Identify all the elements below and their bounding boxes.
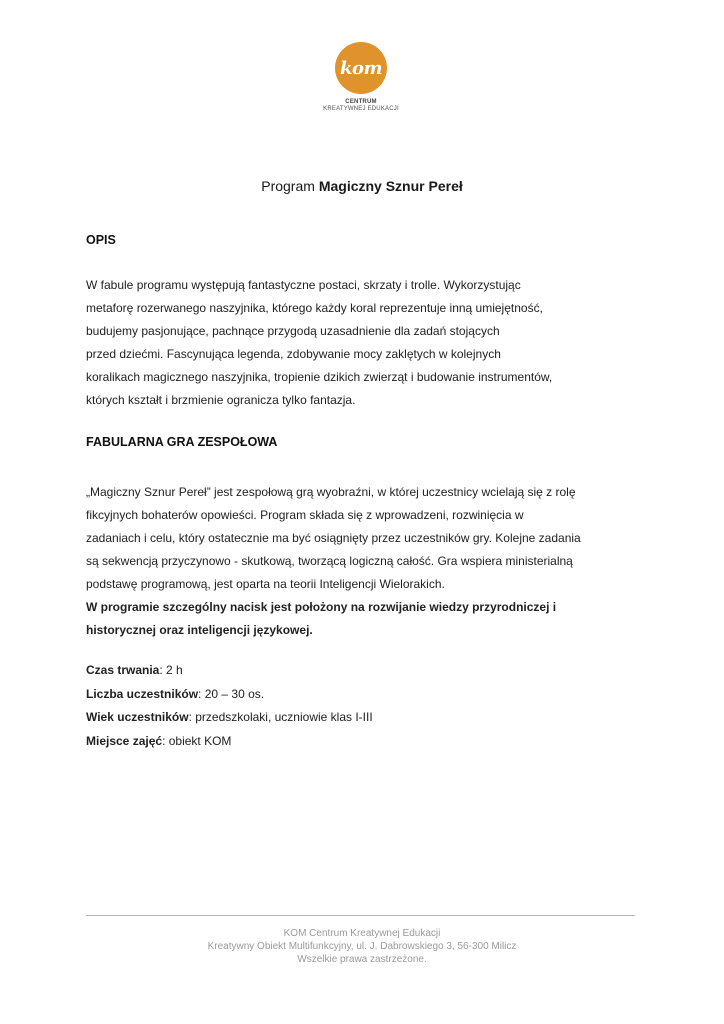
fact-liczba-uczestnikow: [86, 683, 373, 707]
section-heading-fabularna-gra: FABULARNA GRA ZESPOŁOWA: [86, 435, 278, 449]
fact-value: : 2 h: [159, 663, 183, 677]
opis-line: metaforę rozerwanego naszyjnika, którego każdy koral reprezentuje inną umiejętność,: [86, 301, 543, 315]
logo-line-kreatywnej-edukacji: KREATYWNEJ EDUKACJI: [323, 106, 399, 112]
fact-label: Wiek uczestników: [86, 710, 189, 724]
fact-czas-trwania: [86, 659, 373, 683]
page-footer: [0, 927, 724, 966]
gra-emphasis-line: W programie szczególny nacisk jest położony na rozwijanie wiedzy przyrodniczej i: [86, 600, 557, 614]
footer-copyright: Wszelkie prawa zastrzeżone.: [297, 954, 427, 965]
opis-line: budujemy pasjonujące, pachnące przygodą uzasadnienie dla zadań stojących: [86, 324, 500, 338]
logo-line-centrum: CENTRUM: [345, 99, 377, 105]
title-program-name: Magiczny Sznur Pereł: [318, 178, 463, 194]
document-title: [0, 178, 724, 194]
gra-line: są sekwencją przyczynowo - skutkową, tworzącą logiczną całość. Gra wspiera ministerialną: [86, 554, 573, 568]
fact-miejsce-zajec: [86, 730, 373, 754]
logo-mark: kom: [339, 57, 383, 79]
kom-logo: [318, 42, 404, 134]
gra-line: podstawę programową, jest oparta na teorii Inteligencji Wielorakich.: [86, 577, 445, 591]
fact-label: Czas trwania: [86, 663, 160, 677]
program-facts: [86, 659, 373, 753]
opis-paragraph: [86, 274, 642, 412]
opis-line: W fabule programu występują fantastyczne postaci, skrzaty i trolle. Wykorzystując: [86, 278, 521, 292]
fact-value: : 20 – 30 os.: [198, 686, 265, 701]
gra-emphasis-line: historycznej oraz inteligencji językowej.: [86, 623, 313, 637]
footer-organization: KOM Centrum Kreatywnej Edukacji: [283, 928, 441, 939]
gra-line: fikcyjnych bohaterów opowieści. Program składa się z wprowadzeni, rozwinięcia w: [86, 508, 524, 522]
gra-line: zadaniach i celu, który ostatecznie ma być osiągnięty przez uczestników gry. Kolejne zadania: [86, 531, 581, 545]
fact-label: Miejsce zajęć: [86, 733, 163, 748]
opis-line: koralikach magicznego naszyjnika, tropienie dzikich zwierząt i budowanie instrumentów,: [86, 370, 553, 384]
opis-line: przed dziećmi. Fascynująca legenda, zdobywanie mocy zaklętych w kolejnych: [86, 347, 501, 361]
gra-line: „Magiczny Sznur Pereł” jest zespołową grą wyobraźni, w której uczestnicy wcielają się z rolę: [86, 485, 576, 499]
fact-label: Liczba uczestników: [86, 686, 199, 701]
opis-line: których kształt i brzmienie ogranicza tylko fantazja.: [86, 393, 356, 407]
fact-value: : obiekt KOM: [162, 733, 232, 748]
footer-divider: [86, 915, 635, 916]
section-heading-opis: OPIS: [86, 233, 116, 247]
footer-address: Kreatywny Obiekt Multifunkcyjny, ul. J. Dabrowskiego 3, 56-300 Milicz: [207, 941, 517, 952]
kom-logo-circle: [335, 42, 387, 94]
fact-value: : przedszkolaki, uczniowie klas I-III: [188, 710, 373, 724]
gra-paragraph: [86, 481, 642, 642]
fact-wiek-uczestnikow: [86, 706, 373, 730]
title-prefix: Program: [261, 178, 319, 194]
